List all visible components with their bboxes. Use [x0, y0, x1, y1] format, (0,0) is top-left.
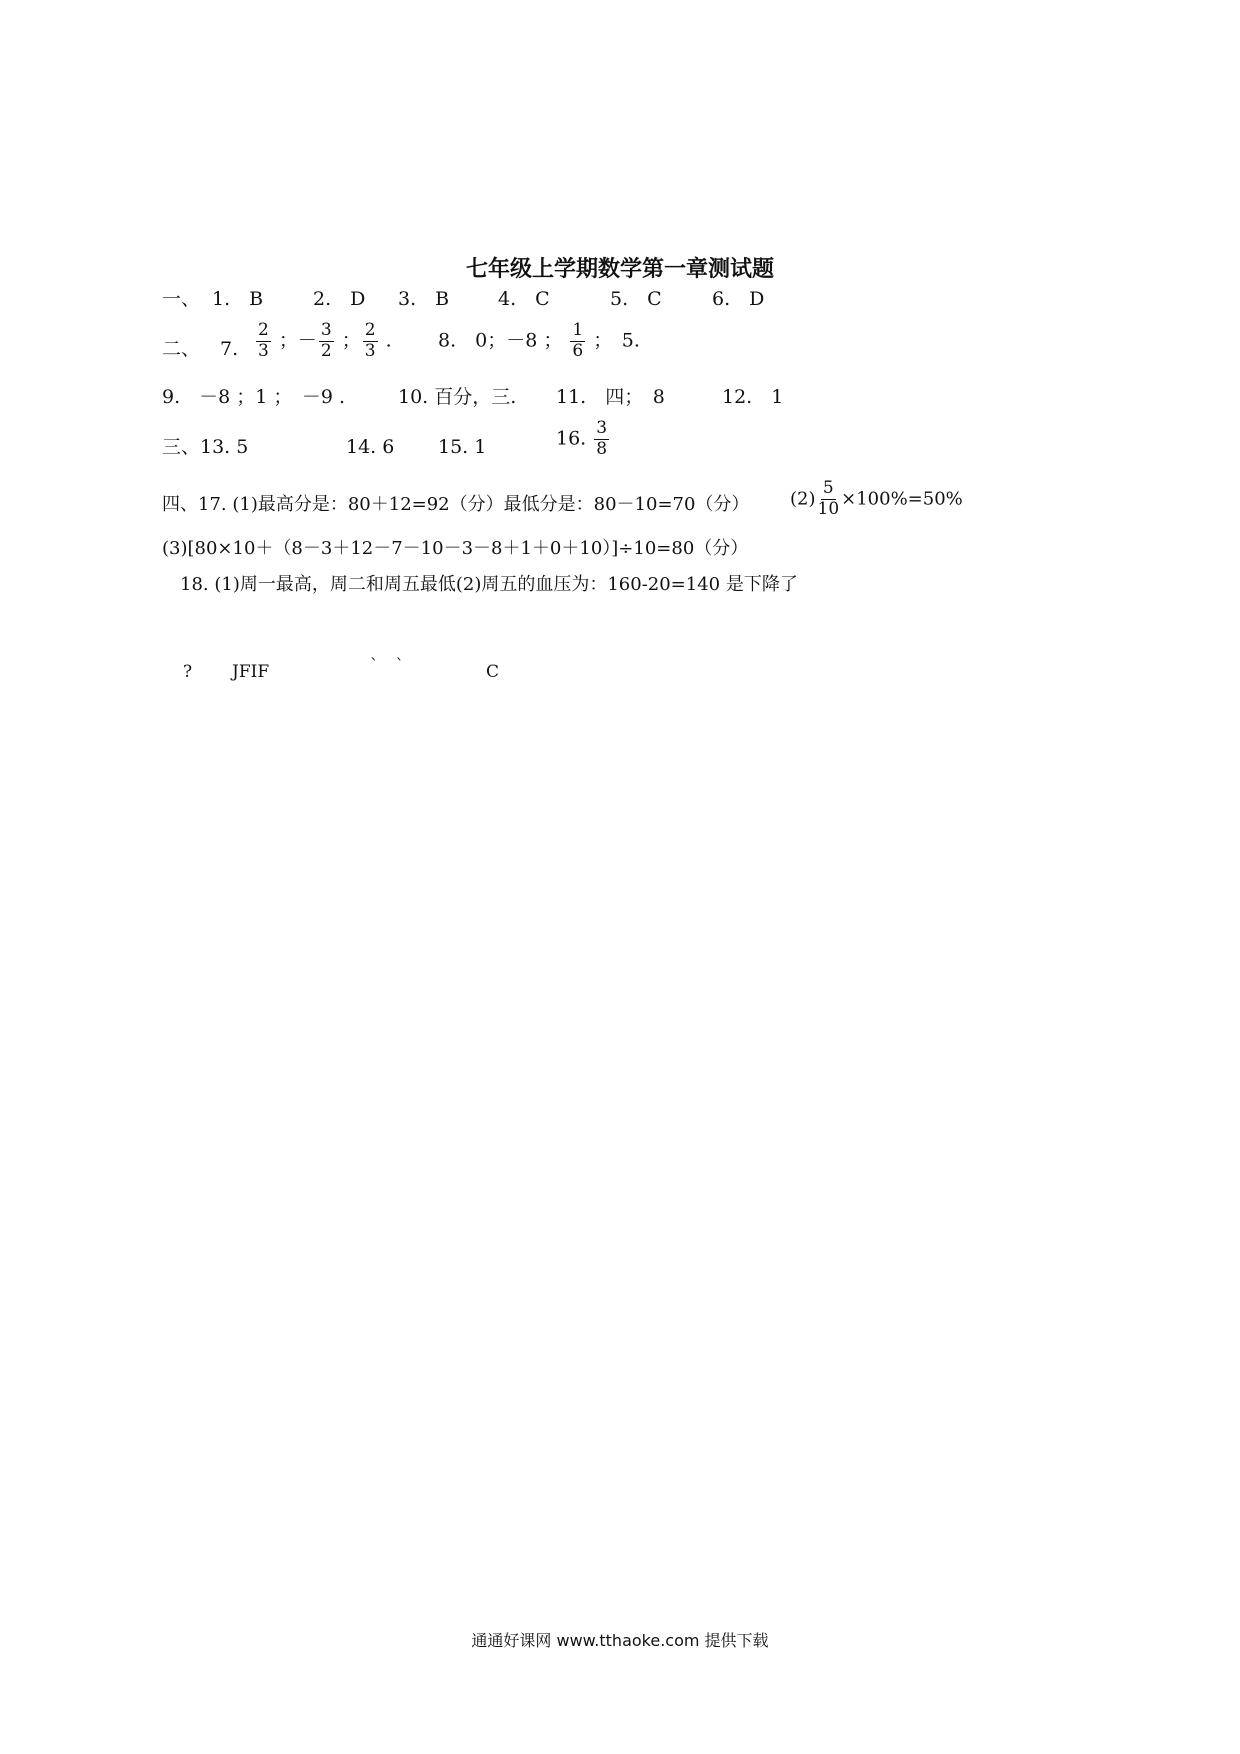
answer-2: 2. D — [313, 288, 366, 310]
artifact-c: C — [486, 662, 500, 682]
answer-17-part2: (2) $\frac{5}{10}$ ×100%=50% — [790, 478, 963, 519]
fraction: $\frac{3}{2}$ — [320, 320, 332, 361]
answer-9: 9. －8 ；1 ； －9 . — [162, 386, 346, 408]
artifact-question-mark: ? — [183, 662, 193, 682]
fraction: $\frac{3}{8}$ — [596, 418, 608, 459]
fraction: $\frac{2}{3}$ — [364, 320, 376, 361]
fraction: $\frac{1}{6}$ — [572, 320, 584, 361]
section2-label: 二、 — [162, 338, 201, 360]
answer-12: 12. 1 — [722, 386, 784, 408]
fraction: $\frac{2}{3}$ — [258, 320, 269, 361]
answer-7-number: 7. — [220, 338, 239, 360]
answer-14: 14. 6 — [346, 436, 395, 458]
answer-15: 15. 1 — [438, 436, 487, 458]
answer-7-values: $\frac{2}{3}$ ；－ $\frac{3}{2}$ ； $\frac{2}{3}$ . — [258, 320, 392, 361]
answer-18: 18. (1)周一最高，周二和周五最低(2)周五的血压为：160-20=140 是下降了 — [180, 574, 798, 595]
answer-1: 1. B — [212, 288, 264, 310]
page-footer: 通通好课网 www.tthaoke.com 提供下载 — [471, 1631, 769, 1650]
answer-5: 5. C — [610, 288, 662, 310]
answer-17-part3: (3)[80×10＋（8－3＋12－7－10－3－8＋1＋0＋10）]÷10=80（分） — [162, 538, 749, 559]
answer-4: 4. C — [498, 288, 550, 310]
answer-10: 10. 百分，三. — [398, 386, 517, 408]
answer-13: 三、13. 5 — [162, 436, 249, 458]
fraction: $\frac{5}{10}$ — [817, 478, 840, 519]
section1-label: 一、 — [162, 288, 201, 310]
artifact-jfif: JFIF — [232, 662, 270, 682]
answer-8: 8. 0；－8 ； $\frac{1}{6}$ ； 5. — [438, 320, 640, 361]
page-title: 七年级上学期数学第一章测试题 — [465, 256, 774, 282]
answer-16: 16. $\frac{3}{8}$ — [556, 418, 608, 459]
answer-11: 11. 四； 8 — [556, 386, 665, 408]
answer-17-part1: 四、17. (1)最高分是：80＋12=92（分）最低分是：80－10=70（分） — [162, 494, 750, 515]
answer-6: 6. D — [712, 288, 765, 310]
artifact-ticks: ` ` — [370, 656, 404, 676]
answer-3: 3. B — [398, 288, 450, 310]
